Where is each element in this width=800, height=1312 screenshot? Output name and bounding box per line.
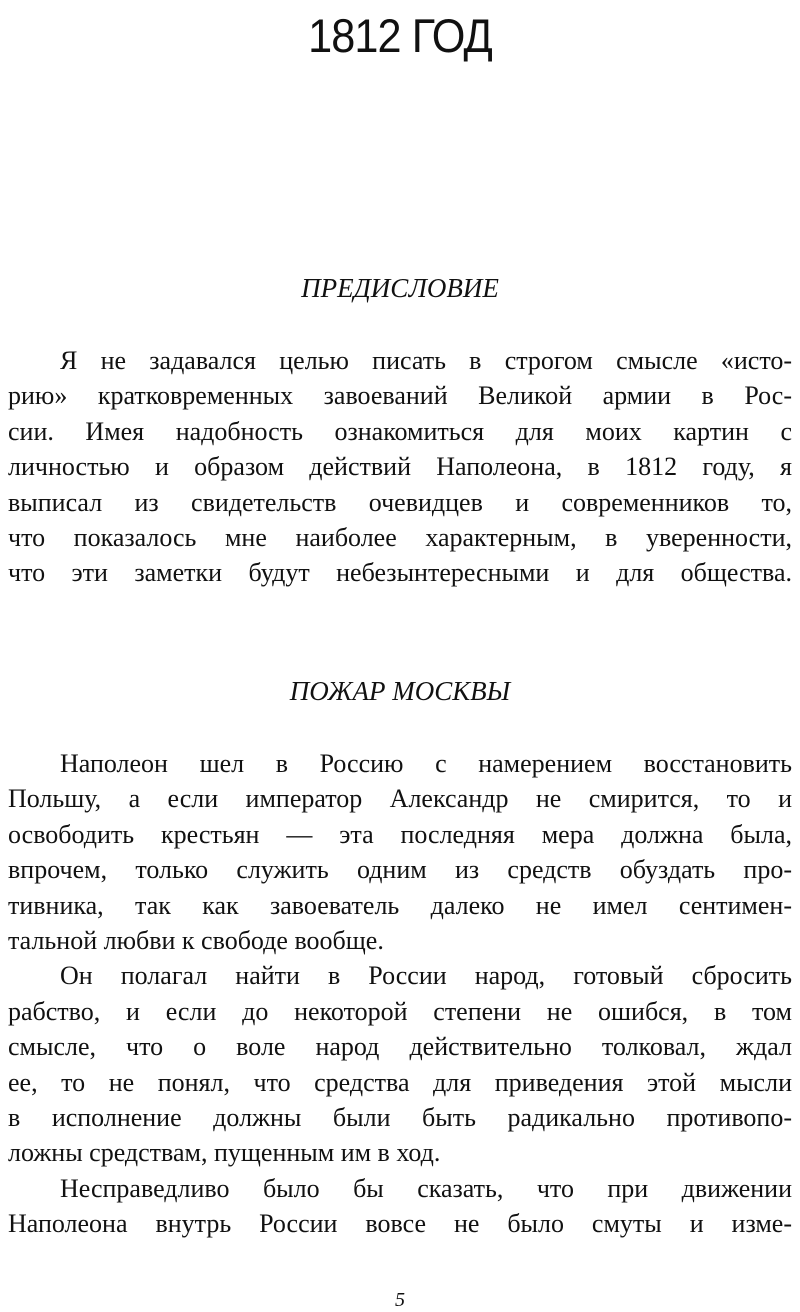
text-line: впрочем, только служить одним из средств обуздать про-	[8, 855, 792, 885]
text-line: в исполнение должны были быть радикально противопо-	[8, 1102, 792, 1132]
book-title: 1812 ГОД	[308, 9, 492, 62]
page-number: 5	[395, 1289, 405, 1311]
text-line: тивника, так как завоеватель далеко не имел сентимен-	[8, 890, 792, 920]
text-line: рию» кратковременных завоеваний Великой армии в Рос-	[8, 381, 792, 411]
text-line: Наполеон шел в Россию с намерением восстановить	[60, 749, 792, 778]
text-line: Несправедливо было бы сказать, что при движении	[60, 1173, 792, 1203]
text-line: смысле, что о воле народ действительно толковал, ждал	[8, 1032, 792, 1062]
text-line: ложны средствам, пущенным им в ход.	[8, 1138, 441, 1168]
text-line: тальной любви к свободе вообще.	[8, 925, 384, 955]
text-line: Я не задавался целью писать в строгом смысле «исто-	[60, 346, 792, 375]
moscow-fire-text	[8, 746, 792, 1241]
text-line: что показалось мне наиболее характерным, в уверенности,	[8, 522, 792, 552]
text-line: рабство, и если до некоторой степени не ошибся, в том	[8, 996, 792, 1026]
preface-text	[8, 343, 792, 591]
text-line: выписал из свидетельств очевидцев и современников то,	[8, 487, 792, 517]
text-line: что эти заметки будут небезынтересными и для общества.	[8, 558, 792, 588]
section-title-preface: ПРЕДИСЛОВИЕ	[301, 273, 499, 303]
text-line: ее, то не понял, что средства для приведения этой мысли	[8, 1067, 792, 1097]
text-line: Наполеона внутрь России вовсе не было смуты и изме-	[8, 1209, 792, 1239]
text-line: Он полагал найти в России народ, готовый сбросить	[60, 961, 792, 991]
section-title-moscow-fire: ПОЖАР МОСКВЫ	[289, 676, 511, 706]
text-line: освободить крестьян — эта последняя мера должна была,	[8, 819, 792, 849]
text-line: сии. Имея надобность ознакомиться для моих картин с	[8, 416, 792, 446]
text-line: Польшу, а если император Александр не смирится, то и	[8, 784, 792, 814]
text-line: личностью и образом действий Наполеона, в 1812 году, я	[8, 452, 792, 482]
